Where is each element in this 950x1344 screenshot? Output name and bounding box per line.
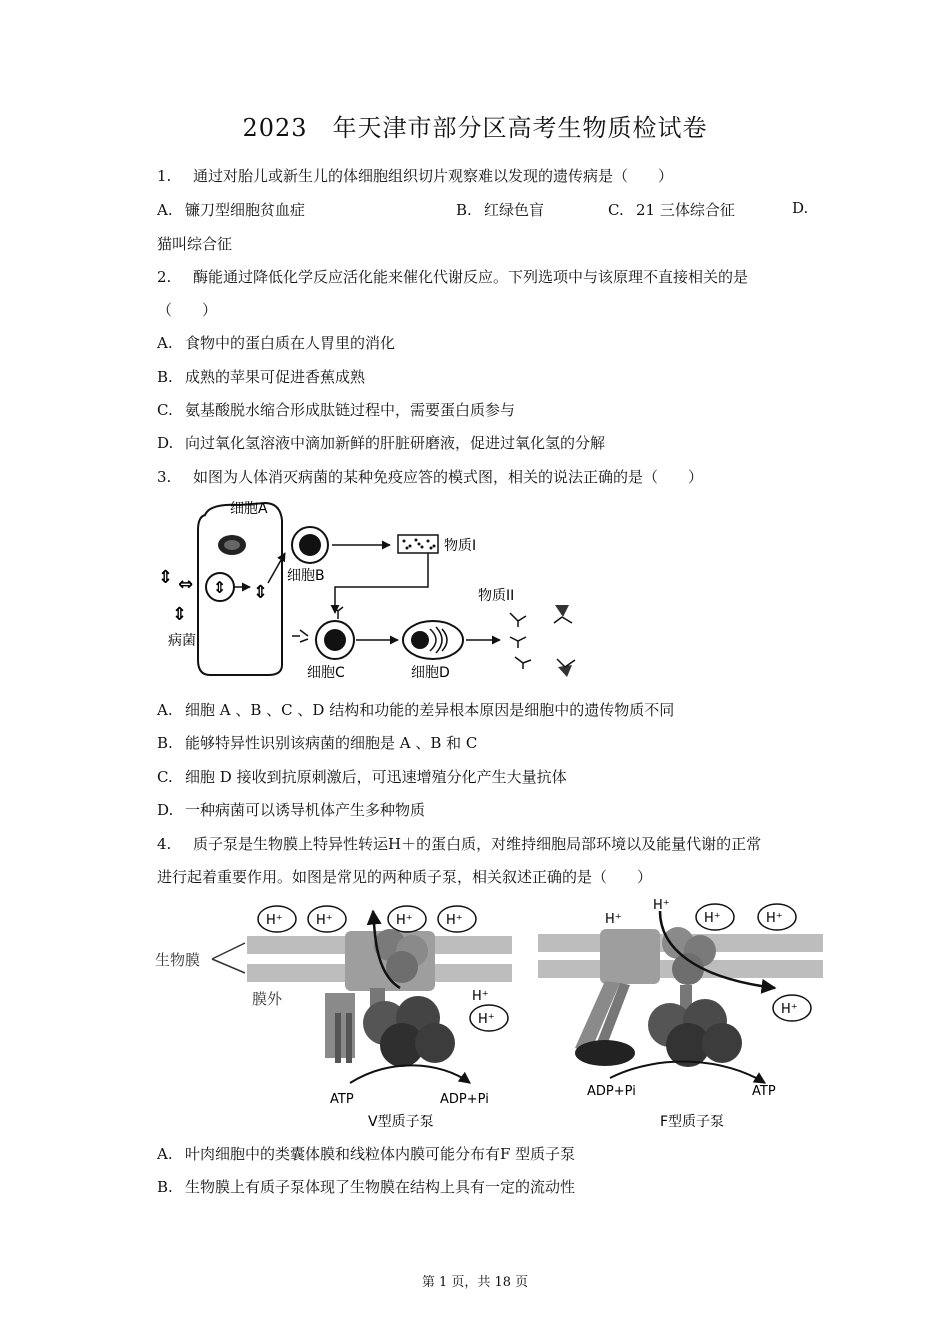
option-b: B. 红绿色盲 (456, 201, 545, 219)
option-d-text: 猫叫综合征 (157, 235, 233, 253)
svg-text:H⁺: H⁺ (472, 989, 489, 1004)
option-a: A. 叶肉细胞中的类囊体膜和线粒体内膜可能分布有F 型质子泵 (157, 1145, 576, 1163)
question-number: 3. (157, 468, 172, 486)
svg-text:H⁺: H⁺ (653, 898, 670, 913)
antibody-icon (510, 613, 531, 669)
atp-label-f: ATP (752, 1084, 776, 1099)
question-stem: 如图为人体消灭病菌的某种免疫应答的模式图，相关的说法正确的是（ ） (193, 468, 704, 486)
svg-text:H⁺: H⁺ (446, 913, 463, 928)
option-d: D. 一种病菌可以诱导机体产生多种物质 (157, 801, 426, 819)
antigen-antibody-complex-icon (554, 605, 575, 677)
substance-2-label: 物质II (478, 588, 515, 604)
question-4 (157, 833, 761, 854)
svg-text:H⁺: H⁺ (478, 1012, 495, 1027)
option-d-label: D. (792, 199, 809, 217)
v-pump-label: V型质子泵 (368, 1114, 434, 1130)
substance-1-label: 物质I (444, 538, 477, 554)
svg-text:H⁺: H⁺ (605, 912, 622, 927)
svg-text:H⁺: H⁺ (266, 913, 283, 928)
outside-label: 膜外 (252, 990, 283, 1008)
pathogen-icon: ⇕ (172, 604, 188, 625)
cell-a-label: 细胞A (230, 501, 268, 517)
question-stem-cont: （ ） (157, 301, 218, 319)
question-stem: 酶能通过降低化学反应活化能来催化代谢反应。下列选项中与该原理不直接相关的是 (193, 268, 749, 286)
svg-text:⇕: ⇕ (213, 578, 227, 597)
option-c: C. 21 三体综合征 (608, 201, 735, 219)
option-b: B. 成熟的苹果可促进香蕉成熟 (157, 368, 366, 386)
question-stem: 通过对胎儿或新生儿的体细胞组织切片观察难以发现的遗传病是（ ） (193, 167, 674, 185)
option-c: C. 氨基酸脱水缩合形成肽链过程中，需要蛋白质参与 (157, 401, 516, 419)
immune-response-diagram (150, 495, 620, 690)
question-number: 4. (157, 835, 172, 853)
question-3 (157, 466, 703, 487)
antigen-icon: ⇕ (253, 582, 269, 603)
option-a: A. 食物中的蛋白质在人胃里的消化 (157, 334, 396, 352)
svg-text:H⁺: H⁺ (781, 1002, 798, 1017)
cell-a-outline (198, 503, 282, 675)
question-stem: 质子泵是生物膜上特异性转运H＋的蛋白质，对维持细胞局部环境以及能量代谢的正常 (193, 835, 762, 853)
question-number: 2. (157, 268, 172, 286)
svg-text:H⁺: H⁺ (766, 911, 783, 926)
option-c: C. 细胞 D 接收到抗原刺激后，可迅速增殖分化产生大量抗体 (157, 768, 567, 786)
option-a: A. 镰刀型细胞贫血症 (157, 201, 306, 219)
pathogen-label: 病菌 (168, 633, 196, 649)
cell-d-label: 细胞D (411, 665, 450, 681)
atp-label: ATP (330, 1092, 354, 1107)
option-b: B. 生物膜上有质子泵体现了生物膜在结构上具有一定的流动性 (157, 1178, 576, 1196)
option-a: A. 细胞 A 、B 、C 、D 结构和功能的差异根本原因是细胞中的遗传物质不同 (157, 701, 675, 719)
svg-text:H⁺: H⁺ (316, 913, 333, 928)
membrane-label: 生物膜 (155, 951, 201, 969)
cell-b-label: 细胞B (287, 568, 325, 584)
svg-text:H⁺: H⁺ (704, 911, 721, 926)
question-2 (157, 266, 748, 287)
cell-c-label: 细胞C (307, 665, 345, 681)
question-number: 1. (157, 167, 172, 185)
page-title: 2023 年天津市部分区高考生物质检试卷 (242, 114, 708, 142)
adp-pi-label: ADP+Pi (440, 1092, 489, 1107)
f-pump-label: F型质子泵 (660, 1114, 725, 1130)
option-d: D. 向过氧化氢溶液中滴加新鲜的肝脏研磨液，促进过氧化氢的分解 (157, 434, 606, 452)
page-footer: 第 1 页，共 18 页 (421, 1275, 529, 1290)
question-stem-cont: 进行起着重要作用。如图是常见的两种质子泵，相关叙述正确的是（ ） (157, 868, 653, 886)
question-1 (157, 165, 673, 186)
antigen-icon: ⇕ (158, 567, 174, 588)
option-b: B. 能够特异性识别该病菌的细胞是 A 、B 和 C (157, 734, 478, 752)
svg-text:H⁺: H⁺ (396, 913, 413, 928)
proton-pump-diagram (150, 893, 830, 1138)
antigen-icon: ⇔ (178, 574, 194, 595)
adp-pi-label-f: ADP+Pi (587, 1084, 636, 1099)
